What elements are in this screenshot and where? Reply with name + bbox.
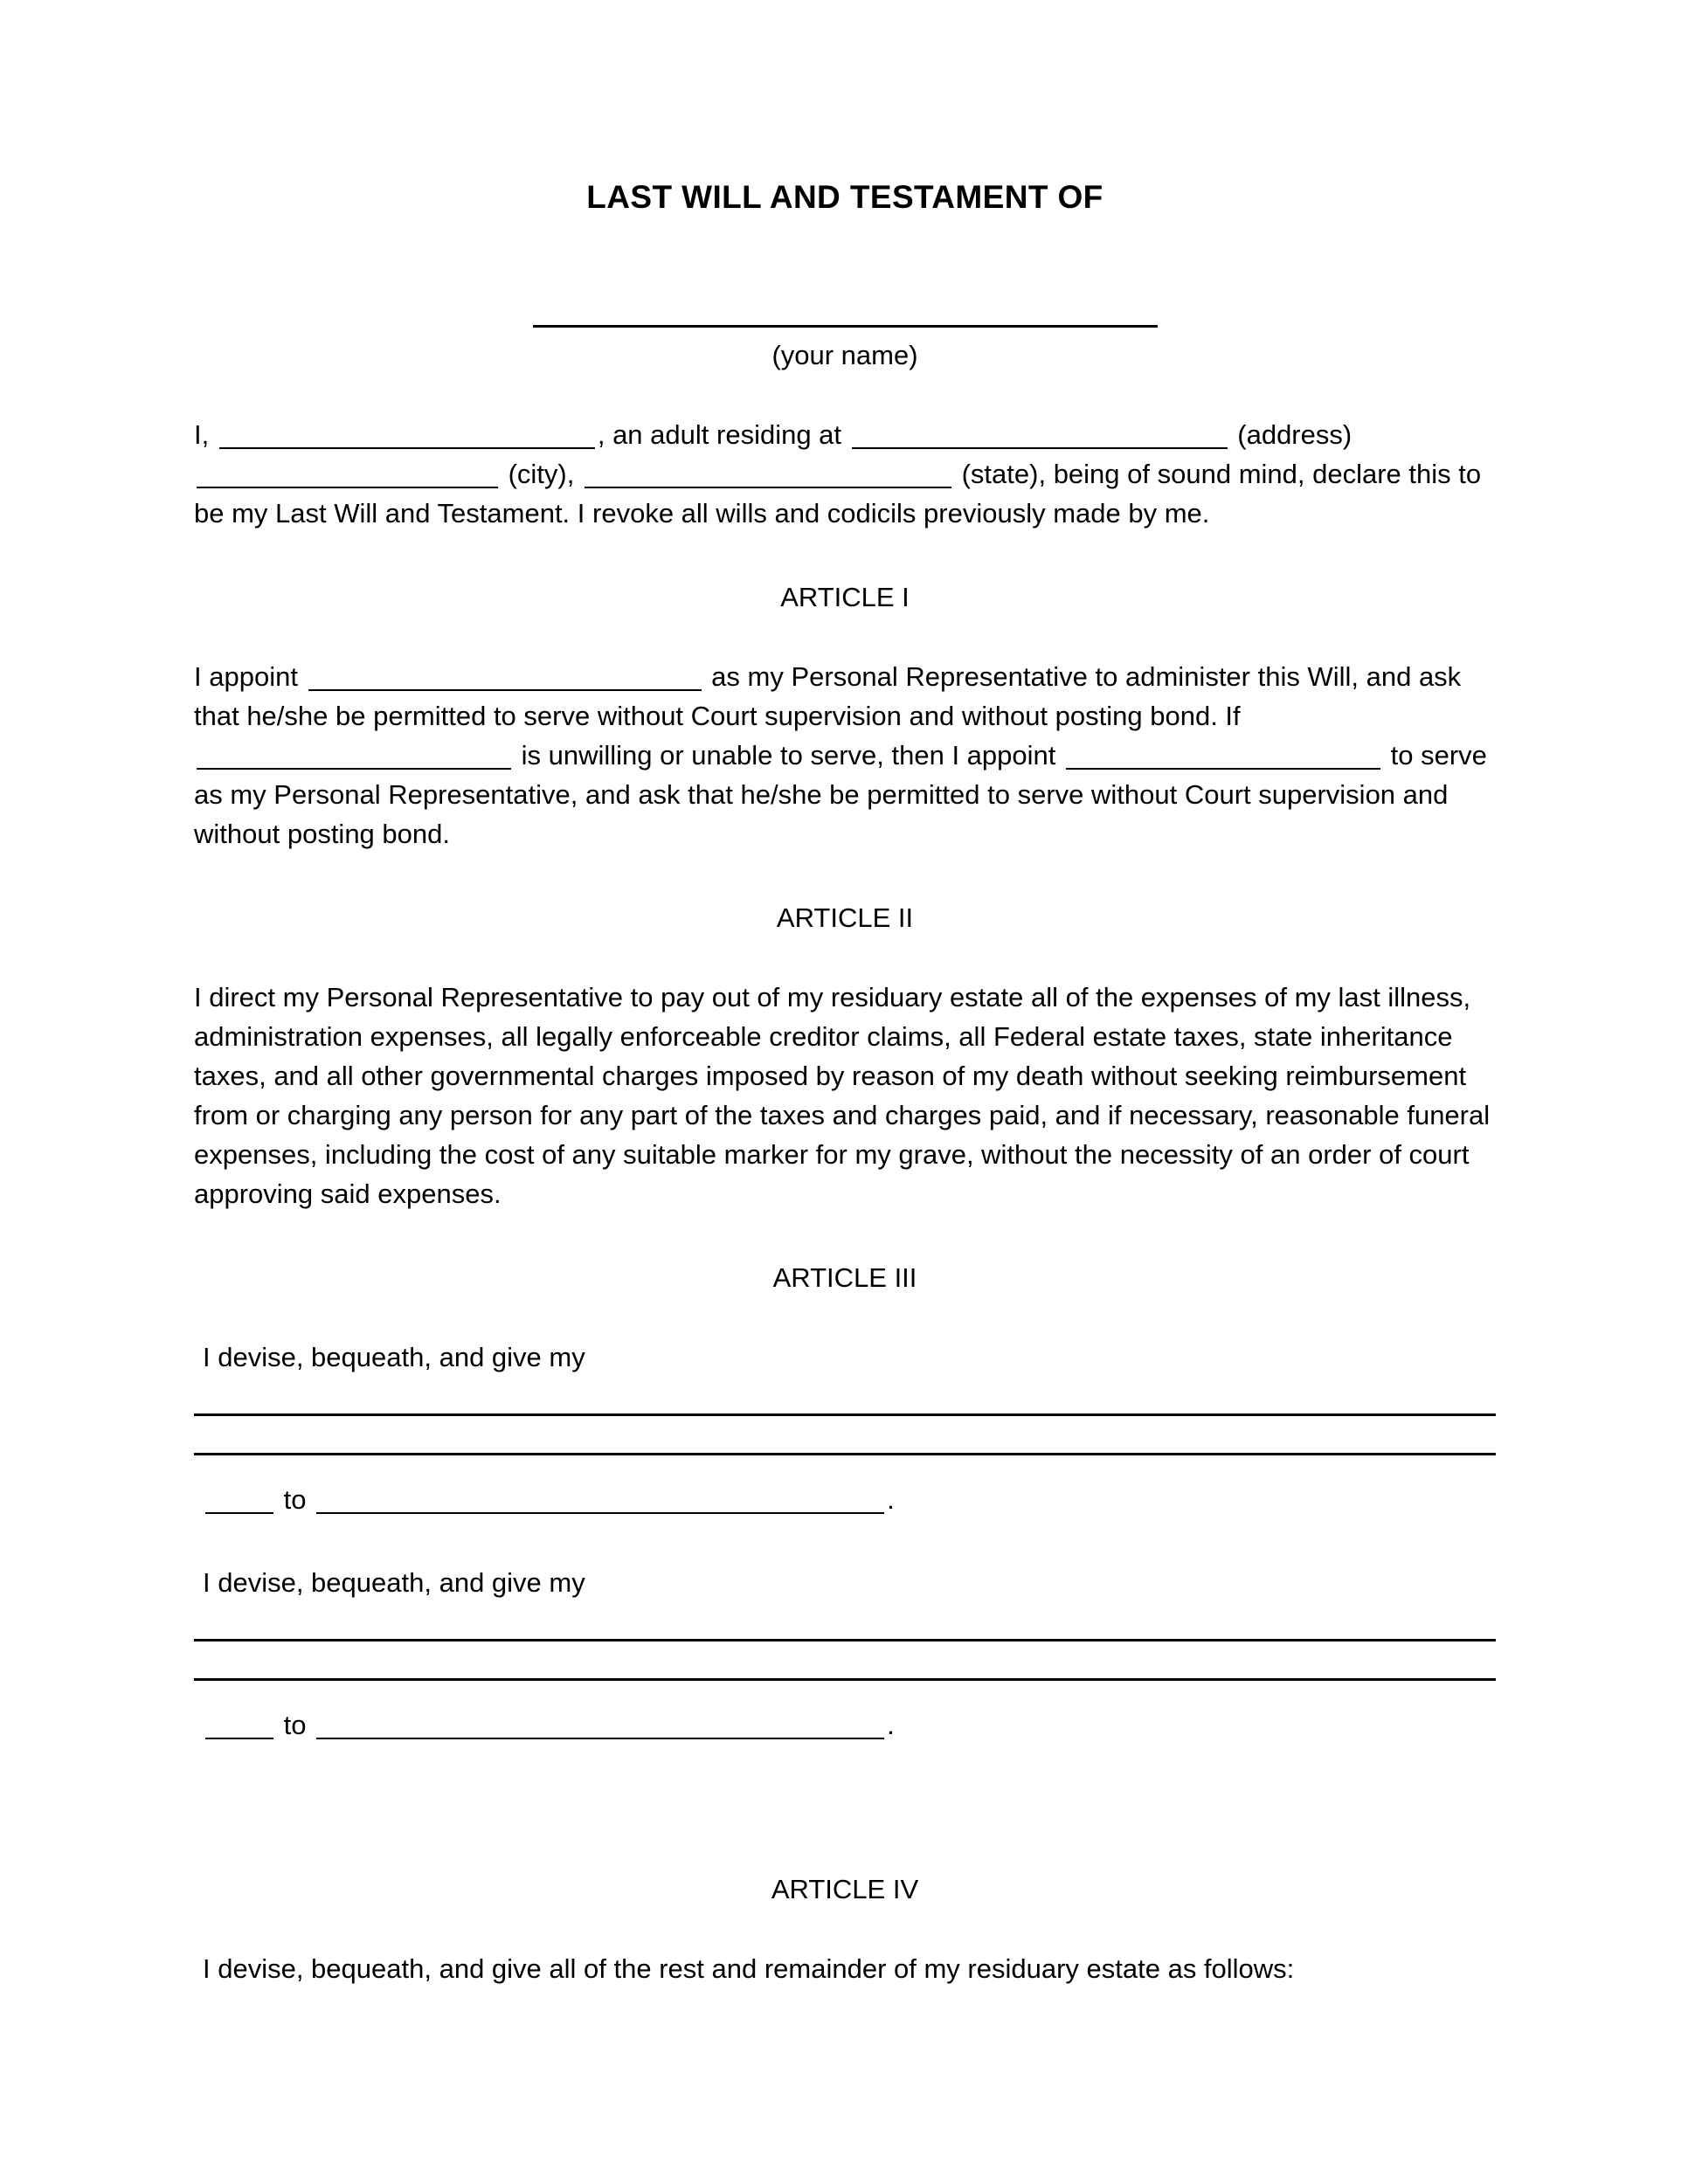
name-caption: (your name)	[771, 340, 918, 370]
article-ii-heading: ARTICLE II	[776, 902, 914, 933]
intro-part-4: (city),	[501, 459, 582, 489]
blank-bequest-1-share[interactable]	[205, 1488, 273, 1514]
article-ii-body: I direct my Personal Representative to pay out of my residuary estate all of the expenses of my last illness, administration expenses, all legally enforceable creditor claims, all Federal estate taxes, state inheritance taxes, and all other governmental charges imposed by reason of my death without seeking reimbursement from or charging any person for any part of the taxes and charges paid, and if necessary, reasonable funeral expenses, including the cost of any suitable marker for my grave, without the necessity of an order of court approving said expenses.	[194, 982, 1491, 1209]
bequest-2-to-word: to	[283, 1710, 307, 1740]
bequest-2-to-row	[194, 1705, 1496, 1745]
article-i-part-2: as my Personal Representative to administer this Will, and ask that he/she be permitted to serve without Court supervision and without posting bond. If	[194, 661, 1462, 731]
blank-full-name[interactable]	[219, 423, 595, 449]
blank-address-line[interactable]	[197, 462, 498, 488]
blank-bequest-2-recipient[interactable]	[316, 1713, 884, 1739]
bequest-1-to-row	[194, 1480, 1496, 1519]
blank-city-state[interactable]	[585, 462, 951, 488]
blank-alternate-representative[interactable]	[1066, 743, 1380, 770]
intro-part-5: (state), being of sound mind, declare this to be my Last Will and Testament. I revoke all wills and codicils previously made by me.	[194, 459, 1482, 529]
bequest-2-line-1[interactable]	[194, 1639, 1496, 1641]
blank-bequest-1-recipient[interactable]	[316, 1488, 884, 1514]
article-i-heading: ARTICLE I	[780, 582, 910, 612]
article-i-part-3: is unwilling or unable to serve, then I appoint	[514, 740, 1063, 771]
article-iv-body: I devise, bequeath, and give all of the rest and remainder of my residuary estate as follows:	[203, 1953, 1295, 1984]
blank-personal-representative[interactable]	[308, 665, 702, 691]
intro-part-1: I,	[194, 419, 217, 450]
blank-address-street[interactable]	[852, 423, 1228, 449]
bequest-1-line-2[interactable]	[194, 1453, 1496, 1455]
section-spacer	[194, 1745, 1496, 1825]
bequest-1-line-1[interactable]	[194, 1413, 1496, 1416]
blank-representative-name-repeat[interactable]	[197, 743, 511, 770]
page-title: LAST WILL AND TESTAMENT OF	[586, 179, 1103, 215]
bequest-lead-2: I devise, bequeath, and give my	[203, 1567, 585, 1598]
bequest-2-line-2[interactable]	[194, 1678, 1496, 1681]
intro-part-3: (address)	[1237, 419, 1352, 450]
intro-paragraph	[194, 415, 1496, 533]
article-i-part-1: I appoint	[194, 661, 306, 692]
bequest-1-period: .	[887, 1484, 895, 1515]
article-i-body	[194, 657, 1496, 854]
name-blank-line[interactable]	[533, 324, 1158, 328]
bequest-lead-1: I devise, bequeath, and give my	[203, 1342, 585, 1372]
article-iv-heading: ARTICLE IV	[771, 1874, 919, 1904]
bequest-2-period: .	[887, 1710, 895, 1740]
article-iii-heading: ARTICLE III	[772, 1262, 917, 1293]
document-body	[194, 0, 1496, 2015]
article-i-part-4: to serve as my Personal Representative, and ask that he/she be permitted to serve without Court supervision and without posting bond.	[194, 740, 1487, 849]
bequest-1-to-word: to	[283, 1484, 307, 1515]
intro-part-2: , an adult residing at	[597, 419, 849, 450]
name-blank-row	[194, 312, 1496, 328]
blank-bequest-2-share[interactable]	[205, 1713, 273, 1739]
